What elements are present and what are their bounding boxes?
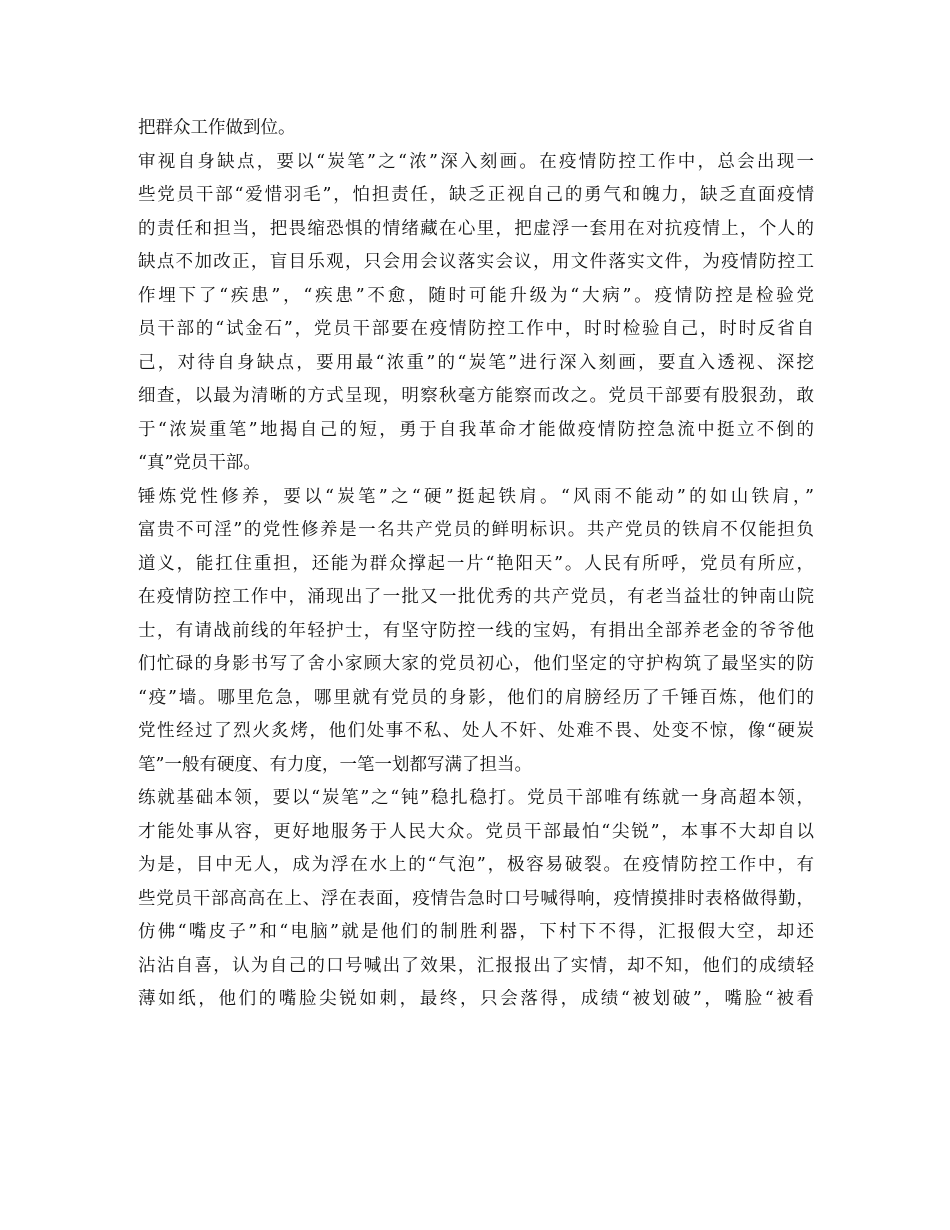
text-line: 为是，目中无人，成为浮在水上的“气泡”，极容易破裂。在疫情防控工作中，有: [138, 855, 814, 875]
text-line: 道义，能扛住重担，还能为群众撑起一片“艳阳天”。人民有所呼，党员有所应，: [138, 553, 814, 574]
text-line: 仿佛“嘴皮子”和“电脑”就是他们的制胜利器，下村下不得，汇报假大空，却还: [138, 922, 814, 942]
text-line: “疫”墙。哪里危急，哪里就有党员的身影，他们的肩膀经历了千锤百炼，他们的: [138, 687, 814, 708]
text-line: 才能处事从容，更好地服务于人民大众。党员干部最怕“尖锐”，本事不大却自以: [138, 821, 814, 842]
text-line: 些党员干部“爱惜羽毛”，怕担责任，缺乏正视自己的勇气和魄力，缺乏直面疫情: [138, 185, 814, 205]
text-line: 笔”一般有硬度、有力度，一笔一划都写满了担当。: [138, 754, 532, 775]
text-line: 在疫情防控工作中，涌现出了一批又一批优秀的共产党员，有老当益壮的钟南山院: [138, 587, 814, 607]
text-line: 们忙碌的身影书写了舍小家顾大家的党员初心，他们坚定的守护构筑了最坚实的防: [138, 654, 814, 674]
text-line: 沾沾自喜，认为自己的口号喊出了效果，汇报报出了实情，却不知，他们的成绩轻: [138, 955, 814, 976]
text-line: “真”党员干部。: [138, 453, 261, 473]
text-line: 富贵不可淫”的党性修养是一名共产党员的鲜明标识。共产党员的铁肩不仅能担负: [138, 520, 814, 540]
text-line: 些党员干部高高在上、浮在表面，疫情告急时口号喊得响，疫情摸排时表格做得勤，: [138, 888, 814, 909]
text-line: 己，对待自身缺点，要用最“浓重”的“炭笔”进行深入刻画，要直入透视、深挖: [138, 352, 814, 373]
text-line: 的责任和担当，把畏缩恐惧的情绪藏在心里，把虚浮一套用在对抗疫情上，个人的: [138, 218, 814, 239]
text-line: 把群众工作做到位。: [138, 118, 296, 138]
body-text: [138, 112, 814, 1017]
text-line: 作埋下了“疾患”，“疾患”不愈，随时可能升级为“大病”。疫情防控是检验党: [138, 285, 814, 306]
text-line: 缺点不加改正，盲目乐观，只会用会议落实会议，用文件落实文件，为疫情防控工: [138, 252, 814, 272]
text-line: 党性经过了烈火炙烤，他们处事不私、处人不奸、处难不畏、处变不惊，像“硬炭: [138, 721, 814, 741]
text-line: 练就基础本领，要以“炭笔”之“钝”稳扎稳打。党员干部唯有练就一身高超本领，: [138, 788, 814, 808]
text-line: 审视自身缺点，要以“炭笔”之“浓”深入刻画。在疫情防控工作中，总会出现一: [138, 151, 814, 172]
text-line: 薄如纸，他们的嘴脸尖锐如刺，最终，只会落得，成绩“被划破”，嘴脸“被看: [138, 989, 814, 1009]
text-line: 士，有请战前线的年轻护士，有坚守防控一线的宝妈，有捐出全部养老金的爷爷他: [138, 620, 814, 641]
text-line: 员干部的“试金石”，党员干部要在疫情防控工作中，时时检验自己，时时反省自: [138, 319, 814, 339]
text-line: 细查，以最为清晰的方式呈现，明察秋毫方能察而改之。党员干部要有股狠劲，敢: [138, 386, 814, 406]
text-line: 锤炼党性修养，要以“炭笔”之“硬”挺起铁肩。“风雨不能动”的如山铁肩，”: [138, 486, 814, 507]
text-line: 于“浓炭重笔”地揭自己的短，勇于自我革命才能做疫情防控急流中挺立不倒的: [138, 419, 814, 440]
